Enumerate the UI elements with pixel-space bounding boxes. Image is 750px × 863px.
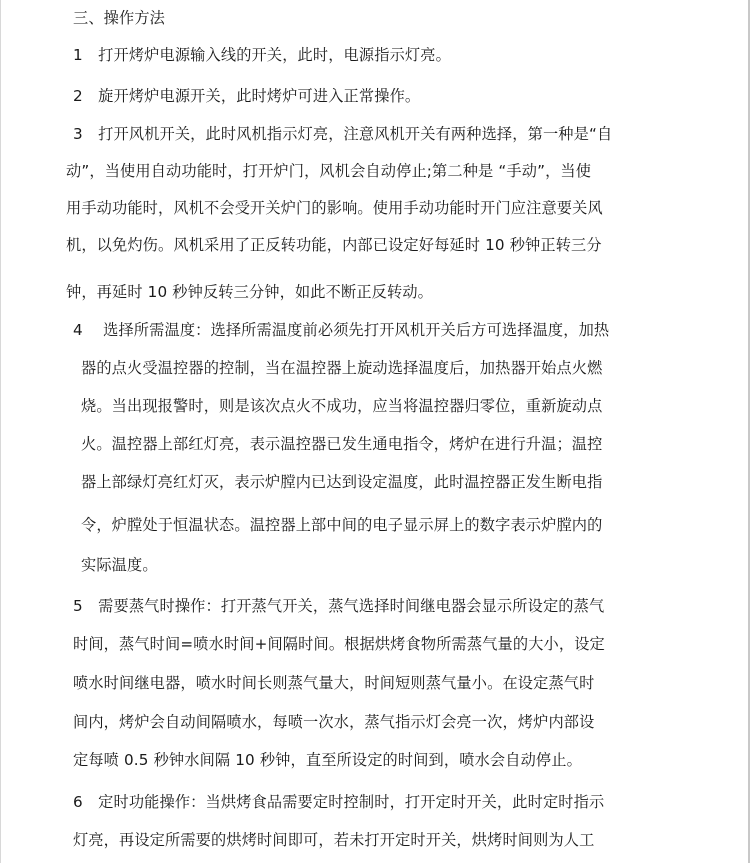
step-4-line-2: 器的点火受温控器的控制，当在温控器上旋动选择温度后，加热器开始点火燃 [81, 359, 603, 377]
step-4-line-7: 实际温度。 [81, 556, 158, 574]
step-5-line-3: 喷水时间继电器，喷水时间长则蒸气量大，时间短则蒸气量小。在设定蒸气时 [73, 674, 595, 692]
section-heading: 三、操作方法 [73, 9, 166, 27]
step-3-line-3: 用手动功能时，风机不会受开关炉门的影响。使用手动功能时开门应注意要关风 [66, 199, 603, 217]
step-3-line-4: 机，以免灼伤。风机采用了正反转功能，内部已设定好每延时 10 秒钟正转三分 [66, 236, 602, 254]
step-3-line-5: 钟，再延时 10 秒钟反转三分钟，如此不断正反转动。 [66, 283, 434, 301]
step-5-line-2: 时间，蒸气时间=喷水时间+间隔时间。根据烘烤食物所需蒸气量的大小，设定 [73, 635, 605, 653]
step-5-line-4: 间内，烤炉会自动间隔喷水，每喷一次水，蒸气指示灯会亮一次，烤炉内部设 [73, 713, 595, 731]
step-4-line-6: 令，炉膛处于恒温状态。温控器上部中间的电子显示屏上的数字表示炉膛内的 [81, 516, 603, 534]
step-4-line-5: 器上部绿灯亮红灯灭，表示炉膛内已达到设定温度，此时温控器正发生断电指 [81, 473, 603, 491]
step-6-line-2: 灯亮，再设定所需要的烘烤时间即可，若未打开定时开关，烘烤时间则为人工 [73, 831, 595, 849]
step-3-line-1: 3 打开风机开关，此时风机指示灯亮，注意风机开关有两种选择，第一种是“自 [73, 125, 613, 143]
step-2-line-1: 2 旋开烤炉电源开关，此时烤炉可进入正常操作。 [73, 87, 421, 105]
step-5-line-1: 5 需要蒸气时操作：打开蒸气开关，蒸气选择时间继电器会显示所设定的蒸气 [73, 597, 605, 615]
step-6-line-1: 6 定时功能操作：当烘烤食品需要定时控制时，打开定时开关，此时定时指示 [73, 793, 605, 811]
step-4-line-1: 4 选择所需温度：选择所需温度前必须先打开风机开关后方可选择温度，加热 [73, 321, 610, 339]
page-left-edge [0, 0, 1, 863]
step-5-line-5: 定每喷 0.5 秒钟水间隔 10 秒钟，直至所设定的时间到，喷水会自动停止。 [73, 751, 582, 769]
step-3-line-2: 动”，当使用自动功能时，打开炉门，风机会自动停止;第二种是 “手动”，当使 [66, 162, 592, 180]
step-4-line-4: 火。温控器上部红灯亮，表示温控器已发生通电指令，烤炉在进行升温；温控 [81, 435, 603, 453]
step-4-line-3: 烧。当出现报警时，则是该次点火不成功，应当将温控器归零位，重新旋动点 [81, 397, 603, 415]
step-1-line-1: 1 打开烤炉电源输入线的开关，此时，电源指示灯亮。 [73, 46, 451, 64]
